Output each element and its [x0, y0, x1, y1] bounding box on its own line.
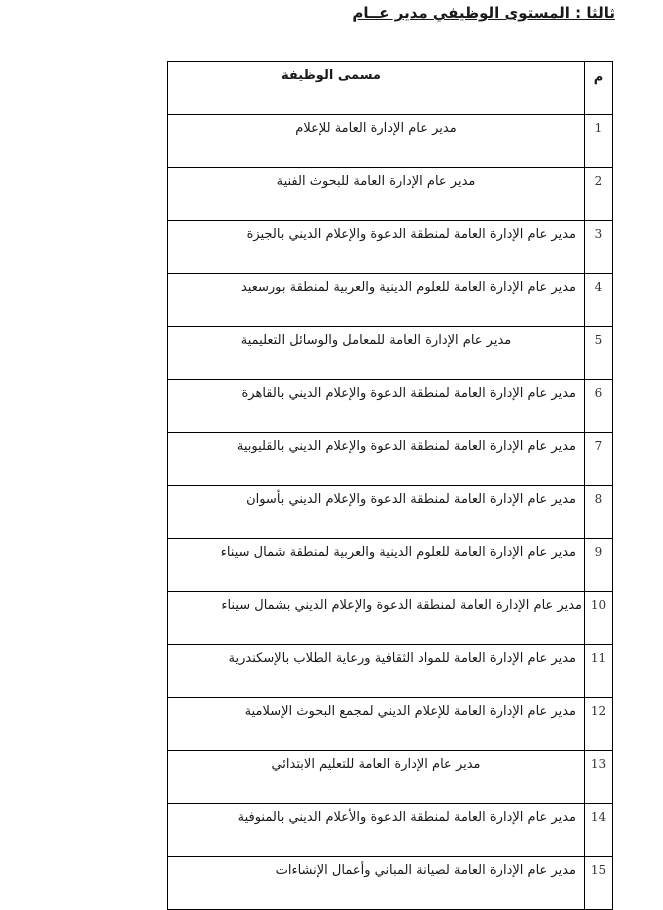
table-row — [168, 804, 613, 857]
row-number: 7 — [585, 433, 613, 486]
job-title: مدير عام الإدارة العامة لمنطقة الدعوة والإعلام الديني بالجيزة — [168, 221, 585, 274]
row-number: 14 — [585, 804, 613, 857]
table-row — [168, 486, 613, 539]
table-row — [168, 645, 613, 698]
table-row — [168, 274, 613, 327]
job-title: مدير عام الإدارة العامة لمنطقة الدعوة والإعلام الديني بالقاهرة — [168, 380, 585, 433]
row-number: 8 — [585, 486, 613, 539]
job-title: مدير عام الإدارة العامة للمواد الثقافية ورعاية الطلاب بالإسكندرية — [168, 645, 585, 698]
job-title: مدير عام الإدارة العامة للمعامل والوسائل التعليمية — [168, 327, 585, 380]
row-number: 5 — [585, 327, 613, 380]
job-title: مدير عام الإدارة العامة للعلوم الدينية والعربية لمنطقة شمال سيناء — [168, 539, 585, 592]
table-row — [168, 380, 613, 433]
row-number: 15 — [585, 857, 613, 910]
table-row — [168, 433, 613, 486]
table-row — [168, 592, 613, 645]
table-row — [168, 327, 613, 380]
table-row — [168, 221, 613, 274]
section-heading: ثالثا : المستوى الوظيفي مدير عــام — [352, 4, 615, 22]
col-title-header: مسمى الوظيفة — [168, 62, 585, 115]
table-row — [168, 539, 613, 592]
table-row — [168, 857, 613, 910]
row-number: 10 — [585, 592, 613, 645]
table-row — [168, 698, 613, 751]
job-title: مدير عام الإدارة العامة للعلوم الدينية والعربية لمنطقة بورسعيد — [168, 274, 585, 327]
table-row — [168, 168, 613, 221]
row-number: 4 — [585, 274, 613, 327]
row-number: 3 — [585, 221, 613, 274]
row-number: 9 — [585, 539, 613, 592]
row-number: 6 — [585, 380, 613, 433]
row-number: 2 — [585, 168, 613, 221]
job-title: مدير عام الإدارة العامة لصيانة المباني وأعمال الإنشاءات — [168, 857, 585, 910]
job-title: مدير عام الإدارة العامة للإعلام الديني لمجمع البحوث الإسلامية — [168, 698, 585, 751]
job-title: مدير عام الإدارة العامة لمنطقة الدعوة والإعلام الديني بشمال سيناء — [168, 592, 585, 645]
table-header-row — [168, 62, 613, 115]
job-title: مدير عام الإدارة العامة للتعليم الابتدائي — [168, 751, 585, 804]
row-number: 12 — [585, 698, 613, 751]
job-titles-table — [167, 61, 613, 910]
table-row — [168, 751, 613, 804]
job-title: مدير عام الإدارة العامة لمنطقة الدعوة والإعلام الديني بالقليوبية — [168, 433, 585, 486]
job-title: مدير عام الإدارة العامة لمنطقة الدعوة والإعلام الديني بأسوان — [168, 486, 585, 539]
row-number: 1 — [585, 115, 613, 168]
col-num-header: م — [585, 62, 613, 115]
job-title: مدير عام الإدارة العامة للبحوث الفنية — [168, 168, 585, 221]
row-number: 11 — [585, 645, 613, 698]
job-title: مدير عام الإدارة العامة لمنطقة الدعوة والأعلام الديني بالمنوفية — [168, 804, 585, 857]
row-number: 13 — [585, 751, 613, 804]
table-row — [168, 115, 613, 168]
job-title: مدير عام الإدارة العامة للإعلام — [168, 115, 585, 168]
